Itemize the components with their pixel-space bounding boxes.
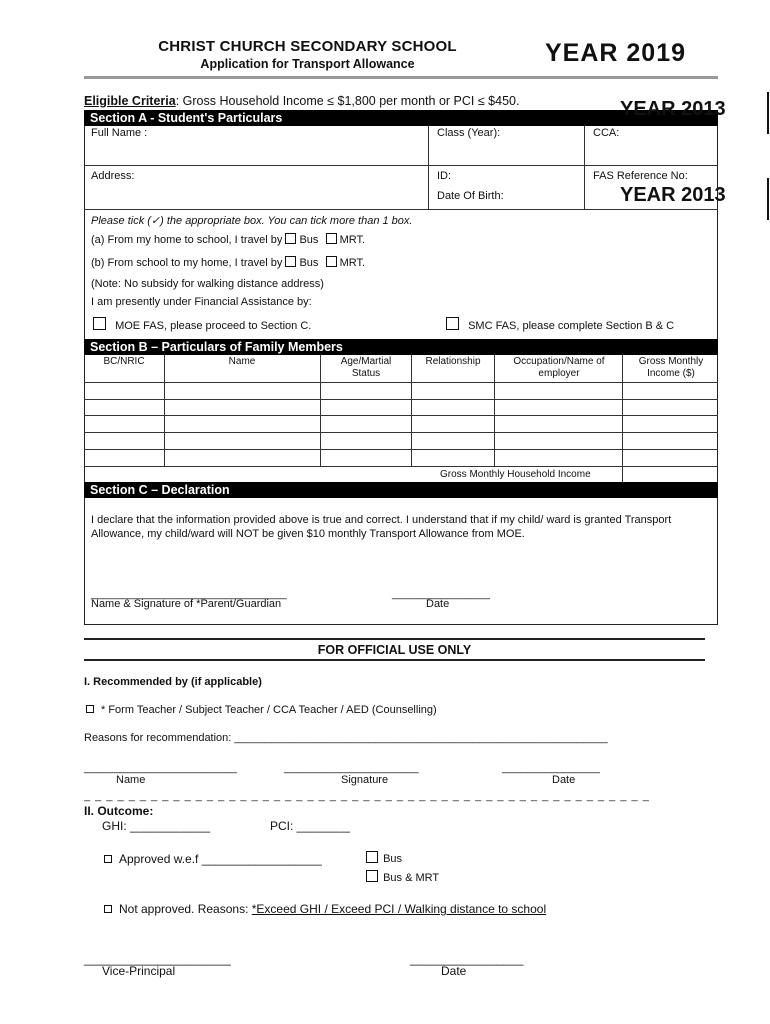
not-approved-reasons: *Exceed GHI / Exceed PCI / Walking distance to school: [251, 902, 547, 916]
section-a-header: Section A - Student's Particulars: [84, 110, 718, 126]
moe-fas-option: [93, 317, 311, 332]
table-row: [84, 432, 718, 433]
bus-mrt-option: [366, 870, 439, 884]
parent-date-line: ________________: [392, 588, 490, 600]
col-header-age-status: Age/Martial Status: [340, 356, 392, 379]
eligibility-text: : Gross Household Income ≤ $1,800 per month or PCI ≤ $450.: [175, 94, 520, 108]
recommender-name-line: _________________________: [84, 762, 237, 774]
smc-fas-checkbox[interactable]: [446, 317, 459, 330]
year-label: YEAR 2019: [545, 39, 687, 67]
fas-reference-field[interactable]: FAS Reference No:: [593, 170, 688, 182]
declaration-text: I declare that the information provided above is true and correct. I understand that if my child/ ward is granted Transport Allowance, my child/ward will NOT be given $10 monthly Transport Allowance from MOE.: [91, 514, 672, 540]
ghost-year-stamp-2: YEAR 2013: [620, 184, 726, 206]
col-header-name: Name: [228, 356, 256, 367]
bus-label: Bus: [299, 257, 319, 269]
financial-assistance-label: I am presently under Financial Assistance by:: [91, 296, 312, 308]
bus-checkbox[interactable]: [366, 851, 378, 863]
official-use-title: FOR OFFICIAL USE ONLY: [317, 643, 472, 657]
approved-checkbox[interactable]: [104, 855, 112, 863]
not-approved-checkbox[interactable]: [104, 905, 112, 913]
option-a-text: (a) From my home to school, I travel by: [91, 234, 283, 246]
eligibility-criteria: [84, 94, 519, 108]
cca-field[interactable]: CCA:: [593, 127, 620, 139]
divider: [84, 209, 718, 210]
bus-option-label: Bus: [383, 853, 403, 865]
subsidy-note: (Note: No subsidy for walking distance address): [91, 278, 324, 290]
address-field[interactable]: Address:: [91, 170, 135, 182]
parent-signature-label: Name & Signature of *Parent/Guardian: [91, 598, 282, 610]
table-row: [84, 449, 718, 450]
recommender-signature-line: ______________________: [284, 762, 419, 774]
smc-fas-label: SMC FAS, please complete Section B & C: [468, 320, 675, 332]
option-b-mrt-checkbox[interactable]: [326, 256, 337, 267]
option-a-mrt-checkbox[interactable]: [326, 233, 337, 244]
recommender-date-line: ________________: [502, 762, 600, 774]
table-divider: [622, 355, 623, 482]
divider: [584, 126, 585, 210]
bus-mrt-checkbox[interactable]: [366, 870, 378, 882]
travel-option-b: [91, 256, 365, 269]
id-field[interactable]: ID:: [437, 170, 452, 182]
mrt-label: MRT.: [339, 257, 366, 269]
dob-field[interactable]: Date Of Birth:: [437, 190, 504, 202]
recommended-title: I. Recommended by (if applicable): [84, 676, 262, 688]
moe-fas-checkbox[interactable]: [93, 317, 106, 330]
bus-mrt-option-label: Bus & MRT: [383, 872, 440, 884]
gross-household-income-label: Gross Monthly Household Income: [440, 469, 591, 480]
approved-label: Approved w.e.f __________________: [119, 852, 322, 866]
section-c-header: Section C – Declaration: [84, 482, 718, 498]
recommender-signature-label: Signature: [341, 774, 389, 786]
form-title: Application for Transport Allowance: [200, 57, 415, 71]
table-row: [84, 466, 718, 467]
divider: [428, 126, 429, 210]
recommender-name-label: Name: [116, 774, 146, 786]
option-b-text: (b) From school to my home, I travel by: [91, 257, 283, 269]
smc-fas-option: [446, 317, 674, 332]
travel-option-a: [91, 233, 365, 246]
parent-signature-line: ________________________________: [91, 588, 287, 600]
official-rule-bottom: [84, 659, 705, 661]
col-header-relationship: Relationship: [425, 356, 481, 367]
option-b-bus-checkbox[interactable]: [285, 256, 296, 267]
vice-principal-label: Vice-Principal: [102, 964, 176, 978]
tick-instruction: Please tick (✓) the appropriate box. You can tick more than 1 box.: [91, 215, 413, 227]
ghost-year-stamp: YEAR 2013: [620, 98, 726, 120]
col-header-income: Gross Monthly Income ($): [638, 356, 704, 379]
school-name: CHRIST CHURCH SECONDARY SCHOOL: [158, 38, 457, 55]
table-row: [84, 382, 718, 383]
col-header-occupation: Occupation/Name of employer: [513, 356, 605, 379]
margin-bar: [767, 178, 769, 220]
teacher-checkbox[interactable]: [86, 705, 94, 713]
reasons-for-recommendation[interactable]: Reasons for recommendation: _____________________________________________________________: [84, 732, 608, 744]
col-header-nric: BC/NRIC: [103, 356, 145, 367]
header-rule: [84, 76, 718, 79]
outcome-title: II. Outcome:: [84, 804, 154, 818]
mrt-label: MRT.: [339, 234, 366, 246]
bus-option: [366, 851, 402, 865]
full-name-field[interactable]: Full Name :: [91, 127, 148, 139]
recommender-date-label: Date: [552, 774, 576, 786]
parent-date-label: Date: [426, 598, 450, 610]
teacher-option: [86, 704, 437, 716]
vp-date-label: Date: [441, 964, 467, 978]
not-approved-label: Not approved. Reasons:: [119, 902, 252, 916]
pci-field[interactable]: PCI: ________: [270, 819, 351, 833]
approved-option: [104, 852, 322, 866]
not-approved-option: [104, 902, 546, 916]
table-row: [84, 399, 718, 400]
ghi-field[interactable]: GHI: ____________: [102, 819, 211, 833]
vice-principal-line: ______________________: [84, 952, 231, 966]
dashed-separator: _ _ _ _ _ _ _ _ _ _ _ _ _ _ _ _ _ _ _ _ _ _ _ _ _ _ _ _ _ _ _ _ _ _ _ _ _ _ _ _ _ _ _ _ _ _ _ _ _ _ _: [84, 790, 650, 802]
margin-bar: [767, 92, 769, 134]
official-rule-top: [84, 638, 705, 640]
option-a-bus-checkbox[interactable]: [285, 233, 296, 244]
moe-fas-label: MOE FAS, please proceed to Section C.: [115, 320, 312, 332]
teacher-option-label: * Form Teacher / Subject Teacher / CCA Teacher / AED (Counselling): [101, 704, 437, 716]
section-b-header: Section B – Particulars of Family Members: [84, 339, 718, 355]
bus-label: Bus: [299, 234, 319, 246]
divider: [84, 165, 718, 166]
table-row: [84, 415, 718, 416]
eligibility-label: Eligible Criteria: [84, 94, 176, 108]
class-year-field[interactable]: Class (Year):: [437, 127, 501, 139]
vp-date-line: _________________: [410, 952, 524, 966]
